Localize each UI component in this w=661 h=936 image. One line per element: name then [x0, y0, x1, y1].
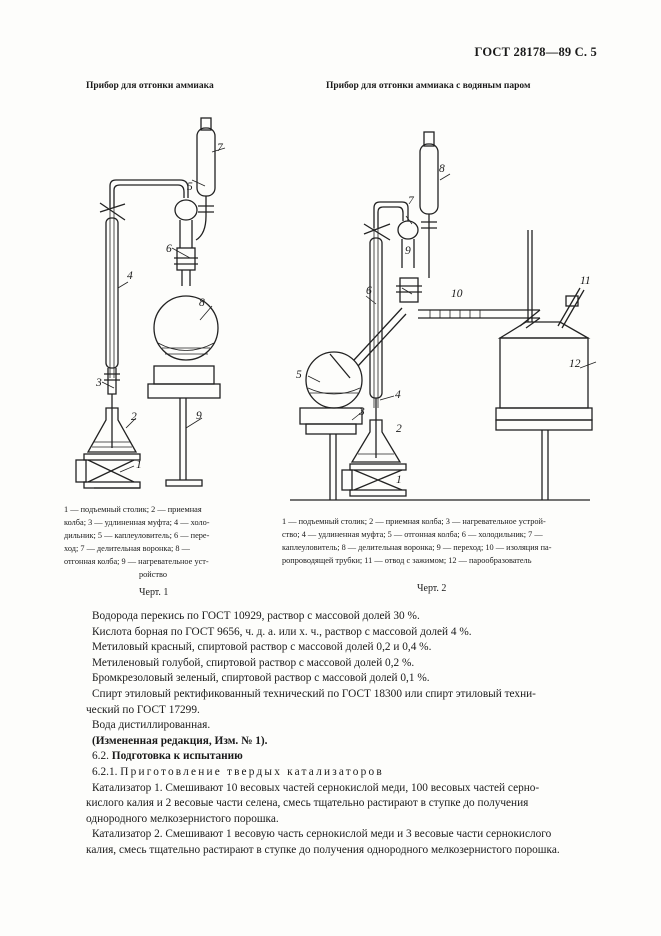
fig1-label-5: 5 — [187, 181, 193, 193]
text-line: Спирт этиловый ректификованный технический по ГОСТ 18300 или спирт этиловый техни- — [92, 687, 536, 700]
fig1-label-6: 6 — [166, 243, 172, 255]
fig1-label-3: 3 — [96, 377, 102, 389]
text-line: Бромкрезоловый зеленый, спиртовой раствор с массовой долей 0,1 %. — [92, 672, 430, 685]
fig2-label-12: 12 — [569, 358, 581, 370]
subsection-heading: 6.2.1. Приготовление твердых катализаторов — [92, 765, 384, 778]
fig1-label-1: 1 — [136, 459, 142, 471]
figure2-title: Прибор для отгонки аммиака с водяным паром — [326, 81, 531, 91]
text-line: Вода дистиллированная. — [92, 719, 211, 732]
fig1-label-9: 9 — [196, 410, 202, 422]
page-header: ГОСТ 28178—89 С. 5 — [474, 45, 597, 59]
figure1-caption: 1 — подъемный столик; 2 — приемная колба; 3 — удлиненная муфта; 4 — холо- дильник; 5 — каплеуловитель; 6 — пере- ход; 7 — делительная воронка; 8 — отгонная колба; 9 — нагревательное уст- ройство — [64, 505, 210, 579]
text-line: Катализатор 1. Смешивают 10 весовых частей сернокислой меди, 100 весовых частей серно- — [92, 781, 540, 794]
figure1-title: Прибор для отгонки аммиака — [86, 81, 214, 91]
text-line: кислого калия и 2 весовые части селена, смесь тщательно растирают в ступке до получения — [86, 797, 529, 810]
amendment-note: (Измененная редакция, Изм. № 1). — [92, 734, 268, 747]
text-line: Метиленовый голубой, спиртовой раствор с массовой долей 0,2 %. — [92, 656, 415, 669]
figure1-number: Черт. 1 — [139, 587, 169, 598]
fig2-label-11: 11 — [580, 275, 591, 287]
figure1-drawing — [70, 108, 270, 508]
fig1-label-2: 2 — [131, 411, 137, 423]
text-line: Метиловый красный, спиртовой раствор с массовой долей 0,2 и 0,4 %. — [92, 641, 432, 654]
figure2-caption: 1 — подъемный столик; 2 — приемная колба; 3 — нагревательное устрой- ство; 4 — удлиненная муфта; 5 — отгонная колба; 6 — холодильник; 7 — каплеуловитель; 8 — делительная воронка; 9 — переход; 10 — изоляция па- ропроводящей трубки; 11 — отвод с зажимом; 12 — парообразователь — [282, 517, 552, 565]
body-text — [86, 609, 598, 859]
fig2-label-3: 3 — [359, 406, 365, 418]
figure2-drawing — [290, 128, 610, 508]
text-line: калия, смесь тщательно растирают в ступке до получения однородного мелкозернистого порошка. — [86, 843, 560, 856]
fig1-label-4: 4 — [127, 270, 133, 282]
fig2-label-5: 5 — [296, 369, 302, 381]
text-line: Кислота борная по ГОСТ 9656, ч. д. а. или х. ч., раствор с массовой долей 4 %. — [92, 625, 472, 638]
fig2-label-1: 1 — [396, 474, 402, 486]
text-line: Водорода перекись по ГОСТ 10929, раствор с массовой долей 30 %. — [92, 610, 420, 622]
figure2-number: Черт. 2 — [417, 583, 447, 594]
fig1-label-7: 7 — [217, 142, 223, 154]
fig2-label-8: 8 — [439, 163, 445, 175]
text-line: Катализатор 2. Смешивают 1 весовую часть сернокислой меди и 3 весовые части сернокислого — [92, 828, 552, 841]
fig2-label-10: 10 — [451, 288, 463, 300]
text-line: ческий по ГОСТ 17299. — [86, 703, 200, 716]
text-line: однородного мелкозернистого порошка. — [86, 812, 279, 825]
fig2-label-2: 2 — [396, 423, 402, 435]
fig2-label-7: 7 — [408, 195, 414, 207]
fig2-label-6: 6 — [366, 285, 372, 297]
fig1-label-8: 8 — [199, 297, 205, 309]
section-heading: 6.2. Подготовка к испытанию — [92, 750, 243, 763]
fig2-label-9: 9 — [405, 245, 411, 257]
fig2-label-4: 4 — [395, 389, 401, 401]
